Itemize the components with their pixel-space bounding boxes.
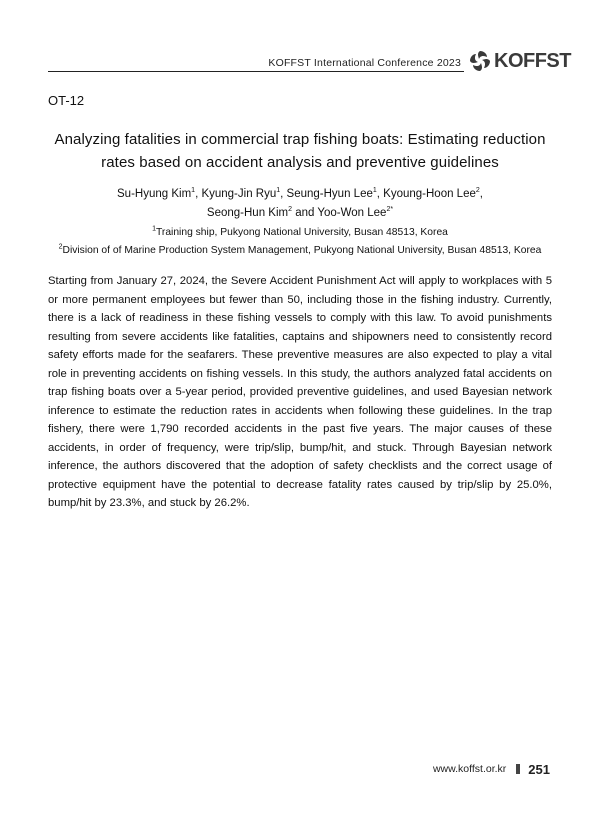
author-separator: and	[292, 207, 318, 219]
author-separator: ,	[376, 188, 384, 200]
page-number: 251	[528, 761, 550, 777]
author-list	[48, 185, 552, 223]
author-separator: ,	[280, 188, 287, 200]
author-name: Seung-Hyun Lee	[286, 188, 373, 200]
author-name: Kyung-Jin Ryu	[201, 188, 277, 200]
author-line	[48, 185, 552, 204]
author-affiliation-mark: 1	[276, 187, 281, 195]
affiliation-list	[48, 224, 552, 260]
session-code: OT-12	[48, 93, 85, 108]
title-line: rates based on accident analysis and preventive guidelines	[101, 154, 499, 171]
footer-website: www.koffst.or.kr	[432, 763, 507, 775]
footer-separator	[516, 764, 520, 774]
title-line: Analyzing fatalities in commercial trap fishing boats: Estimating reduction	[54, 131, 546, 148]
affiliation-mark: 1	[152, 225, 156, 233]
author-affiliation-mark: 1	[372, 187, 377, 195]
author-name: Yoo-Won Lee	[317, 207, 387, 219]
author-affiliation-mark: 2	[288, 206, 293, 214]
conference-name: KOFFST International Conference 2023	[268, 57, 461, 69]
author-separator: ,	[195, 188, 202, 200]
affiliation-text: Training ship, Pukyong National University, Busan 48513, Korea	[155, 227, 448, 238]
affiliation-item	[48, 242, 552, 260]
page-footer	[433, 760, 550, 778]
author-line	[48, 204, 552, 223]
affiliation-item	[48, 224, 552, 242]
author-affiliation-mark: 2	[475, 187, 480, 195]
abstract-body: Starting from January 27, 2024, the Severe Accident Punishment Act will apply to workplaces with 5 or more permanent employees but fewer than 50, including those in the fishing industry. Currently, there is a lack of readiness in these fishing vessels to comply with this law. To avoid punishments resulting from severe accidents like fatalities, captains and shipowners need to consistently record safety efforts made for the seafarers. These preventive measures are also expected to play a vital role in preventing accidents on fishing vessels. In this study, the authors analyzed fatal accidents on trap fishing boats over a 5-year period, provided preventive guidelines, and used Bayesian network inference to estimate the reduction rates in accidents when following these guidelines. In the trap fishery, there were 1,790 recorded accidents in the past five years. The major causes of these accidents, in order of frequency, were trip/slip, bump/hit, and stuck. Through Bayesian network inference, the authors discovered that the adoption of safety checklists and the correct usage of protective equipment have the potential to decrease fatality rates caused by trip/slip by 25.0%, bump/hit by 23.3%, and stuck by 26.2%.	[48, 275, 552, 509]
author-separator: ,	[479, 188, 483, 200]
affiliation-mark: 2	[58, 243, 63, 251]
koffst-swirl-logo-icon	[468, 49, 492, 73]
author-affiliation-mark: 1	[191, 187, 196, 195]
author-name: Kyoung-Hoon Lee	[383, 188, 476, 200]
header-rule	[48, 71, 464, 72]
logo-wordmark: KOFFST	[494, 49, 571, 72]
paper-title	[48, 128, 552, 174]
affiliation-text: Division of of Marine Production System Management, Pukyong National University, Busan 48513, Korea	[62, 245, 542, 256]
author-affiliation-mark: 2*	[386, 206, 394, 214]
koffst-logo	[468, 48, 571, 74]
author-name: Su-Hyung Kim	[117, 188, 192, 200]
author-name: Seong-Hun Kim	[206, 207, 289, 219]
